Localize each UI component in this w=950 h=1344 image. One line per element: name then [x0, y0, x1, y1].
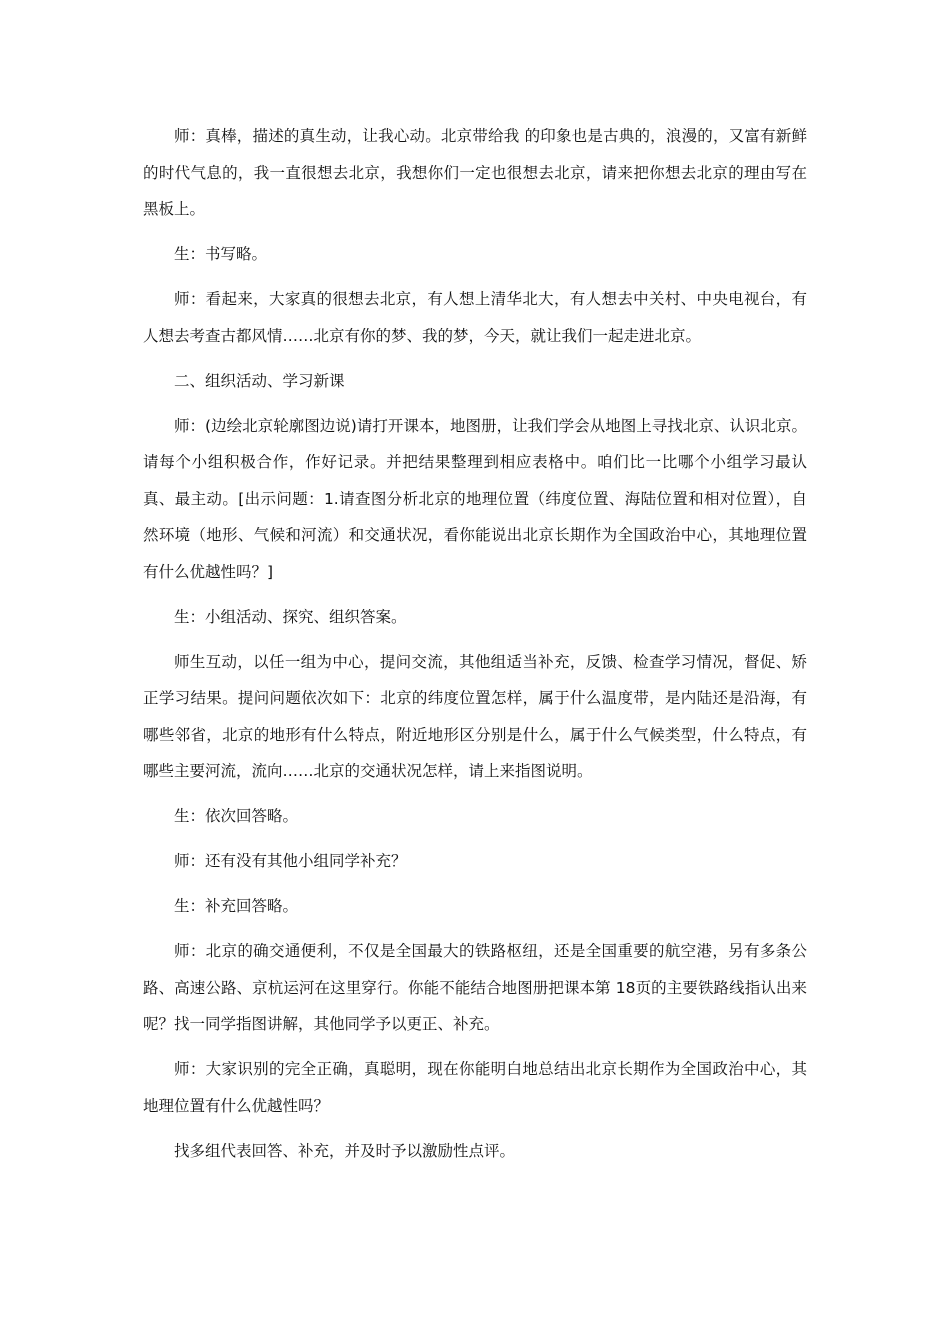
paragraph-teacher-intro: 师：真棒，描述的真生动，让我心动。北京带给我 的印象也是古典的，浪漫的，又富有新鲜的时代气息的，我一直很想去北京，我想你们一定也很想去北京，请来把你想去北京的理由写在黑板上。	[143, 127, 807, 218]
document-body	[143, 118, 807, 1178]
paragraph-teacher-summary: 师：大家识别的完全正确，真聪明，现在你能明白地总结出北京长期作为全国政治中心，其地理位置有什么优越性吗？	[143, 1060, 807, 1115]
paragraph-teacher-dreams: 师：看起来，大家真的很想去北京，有人想上清华北大，有人想去中关村、中央电视台，有人想去考查古都风情……北京有你的梦、我的梦，今天，就让我们一起走进北京。	[143, 290, 807, 345]
paragraph-student-writing: 生：书写略。	[174, 245, 268, 263]
paragraph-teacher-transport: 师：北京的确交通便利，不仅是全国最大的铁路枢纽，还是全国重要的航空港，另有多条公路、高速公路、京杭运河在这里穿行。你能不能结合地图册把课本第 18页的主要铁路线指认出来呢？找一同学指图讲解，其他同学予以更正、补充。	[143, 942, 807, 1033]
paragraph-group-reply: 找多组代表回答、补充，并及时予以激励性点评。	[174, 1141, 516, 1160]
paragraph-student-group: 生：小组活动、探究、组织答案。	[174, 607, 407, 626]
paragraph-teacher-task: 师：(边绘北京轮廓图边说)请打开课本，地图册，让我们学会从地图上寻找北京、认识北京。请每个小组积极合作，作好记录。并把结果整理到相应表格中。咱们比一比哪个小组学习最认真、最主动。[出示问题：1.请查图分析北京的地理位置（纬度位置、海陆位置和相对位置），自然环境（地形、气候和河流）和交通状况，看你能说出北京长期作为全国政治中心，其地理位置有什么优越性吗？]	[143, 416, 807, 581]
paragraph-teacher-question: 师：还有没有其他小组同学补充？	[174, 852, 407, 870]
paragraph-student-answer: 生：依次回答略。	[174, 807, 299, 825]
paragraph-interaction: 师生互动，以任一组为中心，提问交流，其他组适当补充，反馈、检查学习情况，督促、矫正学习结果。提问问题依次如下：北京的纬度位置怎样，属于什么温度带，是内陆还是沿海，有哪些邻省，北京的地形有什么特点，附近地形区分别是什么，属于什么气候类型，什么特点，有哪些主要河流，流向……北京的交通状况怎样，请上来指图说明。	[143, 652, 807, 780]
paragraph-student-supplement: 生：补充回答略。	[174, 897, 299, 915]
section-heading-activity: 二、组织活动、学习新课	[174, 371, 345, 390]
